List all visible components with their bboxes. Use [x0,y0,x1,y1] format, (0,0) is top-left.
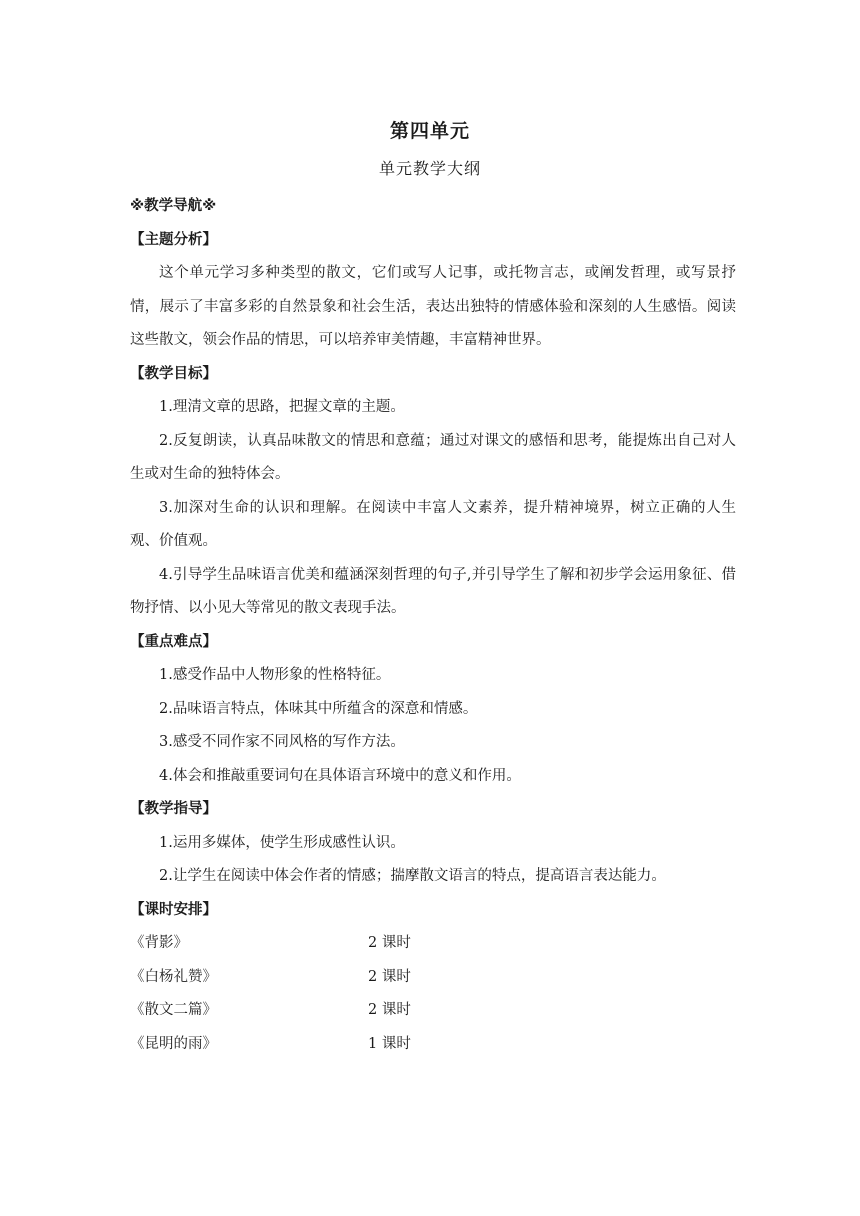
schedule-row [130,927,736,961]
schedule-lesson: 《昆明的雨》 [130,1035,217,1052]
guidance-item-2: 2.让学生在阅读中体会作者的情感；揣摩散文语言的特点，提高语言表达能力。 [159,868,666,884]
schedule-hours: 2 课时 [368,935,411,951]
goal-item-4: 4.引导学生品味语言优美和蕴涵深刻哲理的句子,并引导学生了解和初步学会运用象征、借物抒情、以小见大等常见的散文表现手法。 [130,566,736,616]
goal-item-3: 3.加深对生命的认识和理解。在阅读中丰富人文素养，提升精神境界，树立正确的人生观、价值观。 [130,499,736,549]
schedule-row [130,1028,736,1062]
key-point-item-4: 4.体会和推敲重要词句在具体语言环境中的意义和作用。 [159,767,521,784]
key-points-heading: 【重点难点】 [130,633,217,650]
schedule-heading: 【课时安排】 [130,901,217,918]
goal-item-2: 2.反复朗读，认真品味散文的情思和意蕴；通过对课文的感悟和思考，能提炼出自己对人生或对生命的独特体会。 [130,432,736,482]
schedule-row [130,994,736,1028]
guidance-item-1: 1.运用多媒体，使学生形成感性认识。 [159,834,405,851]
nav-heading: ※教学导航※ [130,198,217,214]
document-body [130,190,736,1061]
goal-item-1: 1.理清文章的思路，把握文章的主题。 [159,399,405,415]
key-point-item-3: 3.感受不同作家不同风格的写作方法。 [159,734,405,750]
page-title: 第四单元 [389,120,470,142]
schedule-hours: 1 课时 [368,1035,411,1052]
key-point-item-1: 1.感受作品中人物形象的性格特征。 [159,667,391,683]
theme-paragraph: 这个单元学习多种类型的散文，它们或写人记事，或托物言志，或阐发哲理，或写景抒情，展示了丰富多彩的自然景象和社会生活，表达出独特的情感体验和深刻的人生感悟。阅读这些散文，领会作品的情思，可以培养审美情趣，丰富精神世界。 [130,265,736,348]
schedule-lesson: 《白杨礼赞》 [130,968,217,985]
schedule-row [130,961,736,995]
goals-heading: 【教学目标】 [130,365,217,382]
schedule-hours: 2 课时 [368,968,411,985]
theme-heading: 【主题分析】 [130,231,217,248]
guidance-heading: 【教学指导】 [130,801,217,817]
page-subtitle: 单元教学大纲 [378,159,481,178]
schedule-lesson: 《背影》 [130,935,188,951]
schedule-lesson: 《散文二篇》 [130,1002,217,1018]
key-point-item-2: 2.品味语言特点，体味其中所蕴含的深意和情感。 [159,700,478,717]
schedule-hours: 2 课时 [368,1002,411,1018]
